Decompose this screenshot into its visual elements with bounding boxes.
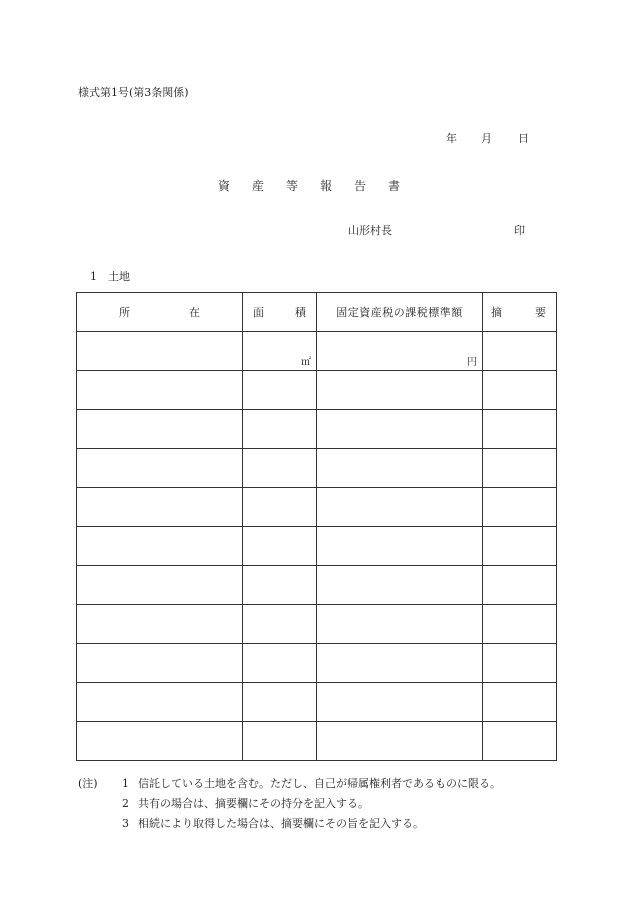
header-remarks-char: 摘	[491, 306, 502, 319]
title-char: 書	[388, 179, 401, 193]
header-remarks	[483, 293, 557, 332]
header-location-char: 所	[119, 306, 130, 319]
remarks-cell[interactable]	[483, 566, 557, 605]
note-number: 2	[122, 797, 129, 810]
note-text: 共有の場合は、摘要欄にその持分を記入する。	[138, 797, 369, 810]
remarks-cell[interactable]	[483, 644, 557, 683]
area-cell[interactable]	[243, 683, 317, 722]
remarks-cell[interactable]	[483, 449, 557, 488]
land-table	[76, 292, 557, 761]
header-tax-base: 固定資産税の課税標準額	[317, 293, 483, 332]
form-number-label: 様式第1号(第3条関係)	[78, 86, 189, 99]
seal-mark: 印	[514, 224, 525, 237]
area-cell[interactable]	[243, 566, 317, 605]
note-item	[78, 774, 501, 794]
notes	[78, 774, 501, 834]
location-cell[interactable]	[77, 722, 243, 761]
location-cell[interactable]	[77, 644, 243, 683]
tax-base-cell[interactable]	[317, 683, 483, 722]
tax-base-cell[interactable]	[317, 332, 483, 371]
area-cell[interactable]	[243, 332, 317, 371]
title-char: 資	[218, 179, 231, 193]
table-row	[77, 488, 557, 527]
table-row	[77, 410, 557, 449]
note-number: 1	[122, 777, 129, 790]
area-cell[interactable]	[243, 449, 317, 488]
header-area	[243, 293, 317, 332]
remarks-cell[interactable]	[483, 683, 557, 722]
header-area-char: 積	[295, 306, 306, 319]
tax-base-cell[interactable]	[317, 527, 483, 566]
table-row	[77, 449, 557, 488]
table-header-row	[77, 293, 557, 332]
area-cell[interactable]	[243, 410, 317, 449]
table-body	[77, 332, 557, 761]
document-title	[218, 177, 422, 194]
note-number: 3	[122, 817, 129, 830]
remarks-cell[interactable]	[483, 371, 557, 410]
location-cell[interactable]	[77, 410, 243, 449]
title-char: 報	[320, 179, 333, 193]
location-cell[interactable]	[77, 371, 243, 410]
location-cell[interactable]	[77, 566, 243, 605]
tax-base-cell[interactable]	[317, 722, 483, 761]
note-text: 相続により取得した場合は、摘要欄にその旨を記入する。	[138, 817, 424, 830]
area-unit: ㎡	[301, 357, 311, 368]
location-cell[interactable]	[77, 332, 243, 371]
remarks-cell[interactable]	[483, 527, 557, 566]
location-cell[interactable]	[77, 488, 243, 527]
date-day: 日	[518, 132, 529, 145]
note-item	[78, 794, 501, 814]
date-line	[446, 130, 529, 146]
remarks-cell[interactable]	[483, 488, 557, 527]
title-char: 産	[252, 179, 265, 193]
note-item	[78, 814, 501, 834]
table-row	[77, 683, 557, 722]
tax-base-cell[interactable]	[317, 371, 483, 410]
tax-base-cell[interactable]	[317, 410, 483, 449]
table-row	[77, 527, 557, 566]
table-row	[77, 644, 557, 683]
header-location-char: 在	[189, 306, 200, 319]
area-cell[interactable]	[243, 371, 317, 410]
addressee: 山形村長	[348, 224, 392, 237]
tax-base-cell[interactable]	[317, 644, 483, 683]
location-cell[interactable]	[77, 527, 243, 566]
tax-base-cell[interactable]	[317, 605, 483, 644]
location-cell[interactable]	[77, 683, 243, 722]
table-row	[77, 566, 557, 605]
tax-unit: 円	[467, 357, 477, 368]
header-remarks-char: 要	[535, 306, 546, 319]
area-cell[interactable]	[243, 488, 317, 527]
remarks-cell[interactable]	[483, 410, 557, 449]
area-cell[interactable]	[243, 722, 317, 761]
tax-base-cell[interactable]	[317, 449, 483, 488]
table-row	[77, 722, 557, 761]
table-row	[77, 371, 557, 410]
title-char: 告	[354, 179, 367, 193]
header-location	[77, 293, 243, 332]
area-cell[interactable]	[243, 527, 317, 566]
remarks-cell[interactable]	[483, 332, 557, 371]
remarks-cell[interactable]	[483, 722, 557, 761]
notes-prefix: (注)	[78, 777, 98, 790]
table-row	[77, 605, 557, 644]
location-cell[interactable]	[77, 605, 243, 644]
date-year: 年	[446, 132, 457, 145]
area-cell[interactable]	[243, 644, 317, 683]
location-cell[interactable]	[77, 449, 243, 488]
remarks-cell[interactable]	[483, 605, 557, 644]
tax-base-cell[interactable]	[317, 488, 483, 527]
tax-base-cell[interactable]	[317, 566, 483, 605]
date-month: 月	[481, 132, 492, 145]
title-char: 等	[286, 179, 299, 193]
note-text: 信託している土地を含む。ただし、自己が帰属権利者であるものに限る。	[138, 777, 501, 790]
area-cell[interactable]	[243, 605, 317, 644]
section-heading: 1 土地	[90, 270, 130, 283]
header-area-char: 面	[253, 306, 264, 319]
table-row	[77, 332, 557, 371]
